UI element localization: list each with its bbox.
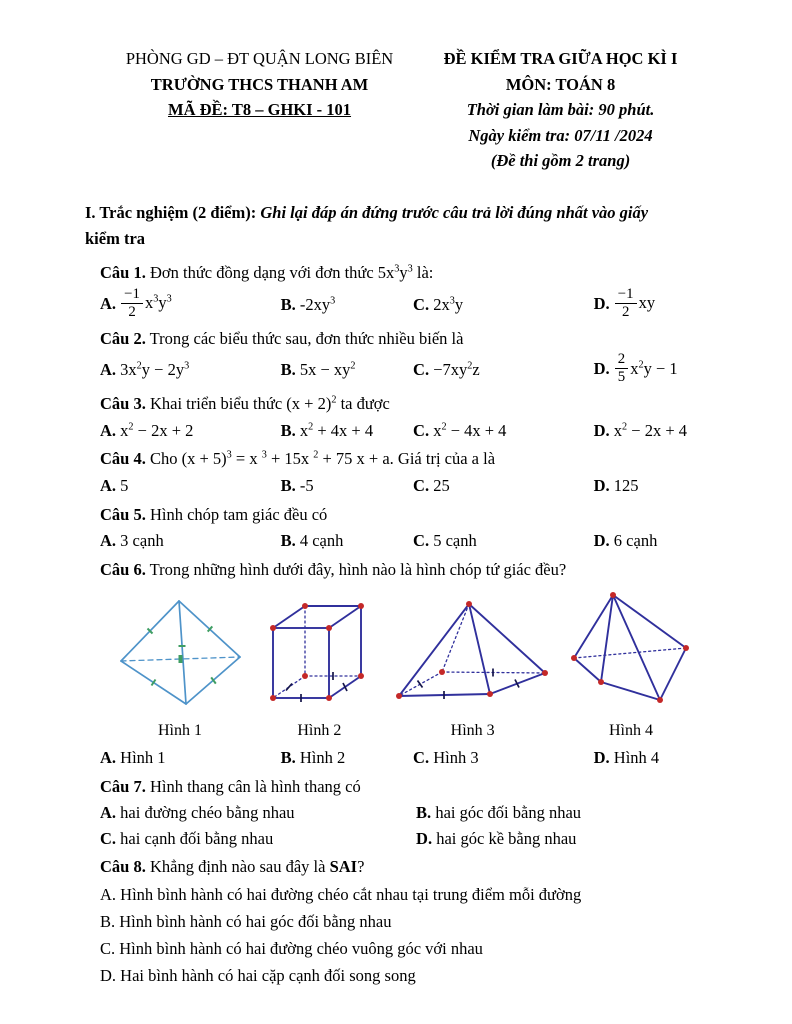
option-A <box>100 473 281 499</box>
option-A <box>100 528 281 554</box>
option-letter: B. <box>280 360 300 380</box>
option-letter: D. <box>593 359 614 379</box>
option-letter: C. <box>100 828 121 848</box>
option-text: $x^2 - 4x + 4$ <box>433 420 507 440</box>
question-6-options <box>100 745 702 771</box>
option-text: hai góc kề bằng nhau <box>436 828 577 848</box>
option-C <box>100 935 702 962</box>
option-letter: A. <box>100 420 121 440</box>
option-letter: D. <box>593 476 614 495</box>
option-letter: B. <box>280 420 300 440</box>
option-letter: B. <box>280 476 300 495</box>
question-6-figures <box>114 590 694 743</box>
question-1-text <box>100 260 702 286</box>
option-letter: C. <box>413 531 434 551</box>
skewed-pyramid-figure-icon <box>568 590 694 708</box>
option-text: Hình bình hành có hai góc đối bằng nhau <box>119 911 392 931</box>
option-C <box>413 292 594 318</box>
question-2-text <box>100 326 702 352</box>
question-6-body: Trong những hình dưới đây, hình nào là hình chóp tứ giác đều? <box>149 559 567 579</box>
figure-hinh-4 <box>568 590 694 743</box>
option-text: $x^2 - 2x + 2$ <box>120 420 194 440</box>
option-text: 5 cạnh <box>433 531 477 551</box>
question-4-body: Cho $(x + 5)^3 = x$ $^3$ + 15x $^2$ + 75 x + a. Giá trị của a là <box>149 449 496 469</box>
option-letter: C. <box>413 294 434 314</box>
option-letter: D. <box>416 828 437 848</box>
header-school-name: TRƯỜNG THCS THANH AM <box>150 74 369 94</box>
option-text: hai góc đối bằng nhau <box>435 803 582 823</box>
question-4-options <box>100 473 702 499</box>
option-letter: D. <box>593 420 614 440</box>
question-5-text <box>100 502 702 528</box>
option-C <box>413 473 594 499</box>
option-text: Hai bình hành có hai cặp cạnh đối song song <box>120 965 416 985</box>
section-heading-line1 <box>85 200 702 226</box>
figure-hinh-3-label: Hình 3 <box>450 722 495 739</box>
question-1-options <box>100 287 702 323</box>
question-5 <box>100 502 702 554</box>
question-2-options <box>100 352 702 388</box>
question-7-options <box>100 800 702 851</box>
option-letter: A. <box>100 803 121 823</box>
option-letter: B. <box>280 294 300 314</box>
figure-hinh-2 <box>261 594 377 743</box>
option-text: $x^2 + 4x + 4$ <box>299 420 374 440</box>
option-A <box>100 418 281 444</box>
header-exam-code: MÃ ĐỀ: T8 – GHKI - 101 <box>168 100 352 120</box>
option-text: 4 cạnh <box>299 531 344 551</box>
option-text: Hình 1 <box>120 748 166 767</box>
option-B <box>281 528 413 554</box>
option-text: hai cạnh đối bằng nhau <box>120 828 274 848</box>
question-7-text <box>100 774 702 800</box>
option-letter: A. <box>100 884 121 904</box>
square-pyramid-figure-icon <box>393 598 553 708</box>
option-A <box>100 745 281 771</box>
option-letter: A. <box>100 476 121 495</box>
figure-hinh-1-label: Hình 1 <box>158 722 202 739</box>
option-text: 5 <box>120 476 129 495</box>
section-instruction: Ghi lại đáp án đứng trước câu trả lời đúng nhất vào giấy <box>260 202 649 222</box>
question-2-body: Trong các biểu thức sau, đơn thức nhiều biến là <box>149 328 464 348</box>
section-heading <box>85 200 702 252</box>
question-3-options <box>100 418 702 444</box>
option-A <box>100 357 281 383</box>
question-1 <box>100 260 702 323</box>
option-text: Hình bình hành có hai đường chéo cắt nhau tại trung điểm mỗi đường <box>120 884 582 904</box>
option-C <box>413 418 594 444</box>
option-text: $\frac{2}{5}$ $x^2y - 1$ <box>614 359 678 378</box>
figure-hinh-1 <box>114 597 246 743</box>
option-letter: C. <box>413 748 434 767</box>
question-2 <box>100 326 702 389</box>
option-A <box>100 287 281 323</box>
option-C <box>100 826 416 852</box>
option-text: Hình 3 <box>433 748 479 767</box>
option-letter: A. <box>100 293 121 313</box>
header-subject: MÔN: TOÁN 8 <box>505 74 616 94</box>
header-page-count: (Đề thi gồm 2 trang) <box>490 151 631 171</box>
option-letter: B. <box>280 748 300 767</box>
option-C <box>413 357 594 383</box>
option-text: Hình 4 <box>613 748 660 767</box>
question-4-text <box>100 446 702 472</box>
option-text: $2x^3y$ <box>433 294 464 314</box>
option-text: $\frac{-1}{2}$ $x^3y^3$ <box>120 293 172 312</box>
option-D <box>100 962 702 989</box>
option-text: $x^2 - 2x + 4$ <box>613 420 688 440</box>
option-text: 25 <box>433 476 450 495</box>
header-exam-block <box>419 46 702 174</box>
option-text: $-7xy^2z$ <box>433 360 480 380</box>
option-letter: D. <box>100 965 121 985</box>
option-letter: D. <box>593 293 614 313</box>
option-A <box>100 800 416 826</box>
question-6-label: Câu 6. <box>100 559 146 579</box>
question-5-options <box>100 528 702 554</box>
option-letter: A. <box>100 531 121 551</box>
tetrahedron-figure-icon <box>114 597 246 708</box>
question-8-body: Khẳng định nào sau đây là SAI? <box>149 857 365 877</box>
option-D <box>416 826 702 852</box>
option-D <box>594 528 702 554</box>
header-department: PHÒNG GD – ĐT QUẬN LONG BIÊN <box>125 49 394 68</box>
question-2-label: Câu 2. <box>100 328 146 348</box>
header-exam-title: ĐỀ KIỂM TRA GIỮA HỌC KÌ I <box>443 49 678 68</box>
section-heading-line2: kiểm tra <box>85 228 146 248</box>
option-letter: D. <box>593 531 614 551</box>
question-4 <box>100 446 702 498</box>
header-exam-date: Ngày kiểm tra: 07/11 /2024 <box>468 125 653 145</box>
section-lead: I. Trắc nghiệm (2 điểm): <box>85 202 261 222</box>
question-3-label: Câu 3. <box>100 394 146 414</box>
question-3-body: Khai triển biểu thức $(x + 2)^2$ ta được <box>149 394 390 414</box>
option-text: 6 cạnh <box>613 531 658 551</box>
question-8-text <box>100 854 702 880</box>
question-3-text <box>100 391 702 417</box>
option-text: Hình 2 <box>299 748 346 767</box>
question-8 <box>100 854 702 989</box>
option-B <box>100 908 702 935</box>
option-text: hai đường chéo bằng nhau <box>120 803 295 823</box>
option-D <box>594 745 702 771</box>
question-7 <box>100 774 702 852</box>
question-3 <box>100 391 702 443</box>
cube-figure-icon <box>261 594 377 708</box>
question-1-body: Đơn thức đồng dạng với đơn thức $5x^3y^3$ là: <box>149 262 434 282</box>
figure-hinh-4-label: Hình 4 <box>608 722 653 739</box>
option-letter: C. <box>413 476 434 495</box>
option-text: Hình bình hành có hai đường chéo vuông góc với nhau <box>119 938 483 958</box>
question-8-options <box>100 881 702 989</box>
option-letter: A. <box>100 360 121 380</box>
option-D <box>594 352 702 388</box>
header-school-block <box>100 46 419 174</box>
option-C <box>413 745 594 771</box>
option-letter: C. <box>413 360 434 380</box>
question-6 <box>100 557 702 771</box>
option-text: 125 <box>613 476 639 495</box>
option-letter: B. <box>416 803 436 823</box>
option-text: $-2xy^3$ <box>299 294 336 314</box>
question-1-label: Câu 1. <box>100 262 146 282</box>
option-text: $3x^2y - 2y^3$ <box>120 360 190 380</box>
option-letter: B. <box>100 911 120 931</box>
option-B <box>281 357 413 383</box>
option-text: -5 <box>299 476 314 495</box>
figure-hinh-3 <box>393 598 553 743</box>
option-B <box>281 292 413 318</box>
option-text: $5x - xy^2$ <box>299 360 356 380</box>
option-A <box>100 881 702 908</box>
question-5-label: Câu 5. <box>100 504 146 524</box>
option-text: $\frac{-1}{2}$ xy <box>614 293 655 312</box>
question-7-body: Hình thang cân là hình thang có <box>149 776 361 796</box>
question-4-label: Câu 4. <box>100 449 146 469</box>
option-D <box>594 473 702 499</box>
header-duration: Thời gian làm bài: 90 phút. <box>466 100 655 120</box>
option-D <box>594 418 702 444</box>
question-7-label: Câu 7. <box>100 776 146 796</box>
option-D <box>594 287 702 323</box>
option-B <box>281 745 413 771</box>
question-8-label: Câu 8. <box>100 857 146 877</box>
option-letter: C. <box>413 420 434 440</box>
option-letter: B. <box>280 531 300 551</box>
option-letter: C. <box>100 938 120 958</box>
option-C <box>413 528 594 554</box>
option-letter: A. <box>100 748 121 767</box>
question-5-body: Hình chóp tam giác đều có <box>149 504 328 524</box>
option-B <box>281 473 413 499</box>
figure-hinh-2-label: Hình 2 <box>297 722 342 739</box>
option-B <box>416 800 702 826</box>
page-header <box>100 46 702 174</box>
option-text: 3 cạnh <box>120 531 164 551</box>
option-B <box>281 418 413 444</box>
option-letter: D. <box>593 748 614 767</box>
question-6-text <box>100 557 702 583</box>
